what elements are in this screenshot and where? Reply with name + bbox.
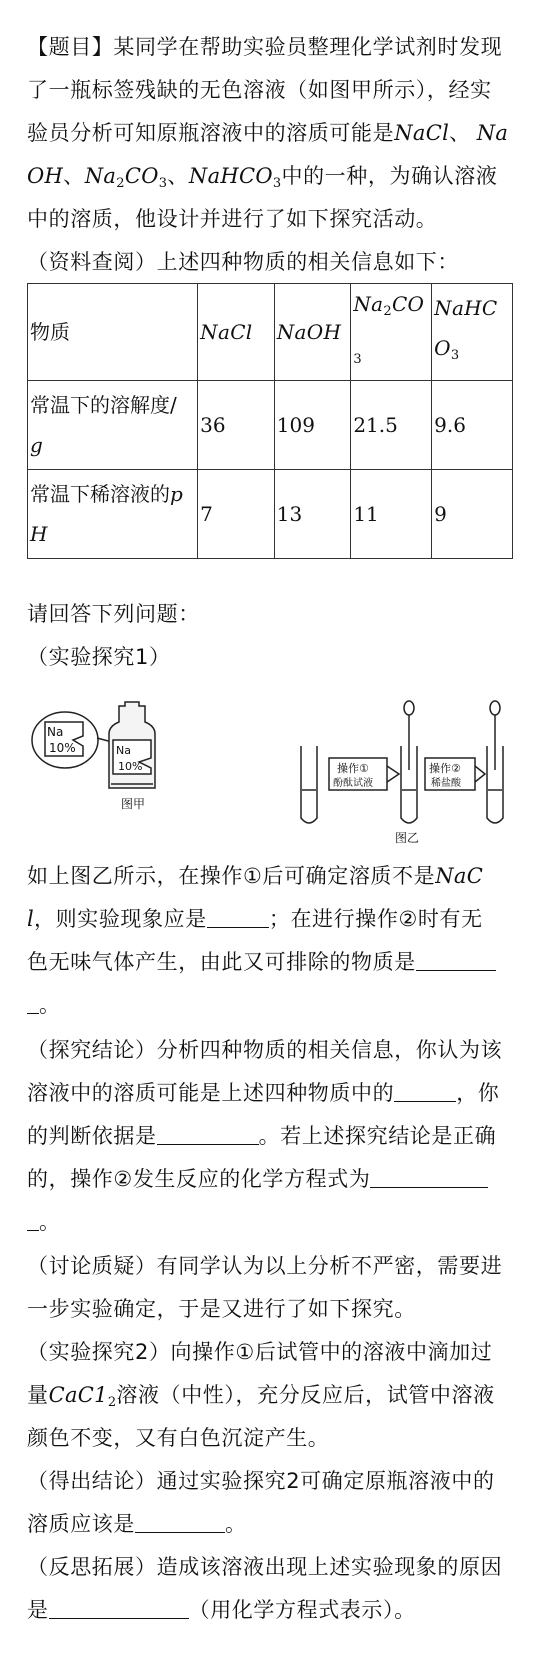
text-line [27,855,515,898]
text-line [27,112,515,155]
formula-nahco3 [188,164,282,191]
text: 一步实验确定，于是又进行了如下探究。 [27,1297,416,1321]
table-cell: 13 [274,470,351,559]
formula-cacl2 [48,1383,117,1410]
operation-label: 操作② [429,762,461,775]
formula-part: Na [353,292,384,316]
text: 验员分析可知原瓶溶液中的溶质可能是 [27,121,395,145]
text-line [27,26,515,69]
unit: p [170,482,184,506]
text: 、 [167,164,189,188]
text-line [27,1201,515,1244]
text: 中的溶质，他设计并进行了如下探究活动。 [27,207,438,231]
experiment2-question [27,1245,515,1632]
label-text: 10% [118,760,143,773]
arrow-head-icon [387,766,399,782]
text-line [27,636,515,679]
conclusion-question [27,1029,515,1244]
table-header-cell: NaCl [198,284,275,381]
arrow-head-icon [475,766,485,782]
text: 的，操作②发生反应的化学方程式为 [27,1167,371,1191]
figure-caption: 图甲 [121,797,146,811]
table-cell: 7 [198,470,275,559]
operation-label: 操作① [337,762,369,775]
text: 溶液（中性），充分反应后，试管中溶液 [116,1383,495,1407]
text: 。 [39,1210,61,1234]
formula-part: Na [84,164,117,188]
table-row [28,381,513,470]
formula-part: NaHCO [188,164,273,188]
formula-part: CaC1 [48,1383,108,1407]
dropper-bulb-icon [490,701,500,715]
answer-blank[interactable] [157,1120,259,1145]
text-line [27,593,515,636]
answer-blank[interactable] [49,1594,189,1619]
text-line [27,1288,515,1331]
answer-blank[interactable] [370,1163,488,1188]
label-text: 10% [49,741,76,755]
table-cell: 21.5 [351,381,432,470]
text: 常温下稀溶液的 [30,482,170,506]
text: （资料查阅）上述四种物质的相关信息如下： [27,250,459,274]
figure-caption: 图乙 [395,831,420,845]
text: 。 [39,993,61,1017]
text-line [27,1072,515,1115]
dropper-bulb-icon [404,701,414,715]
unit: g [30,433,44,457]
subscript: 3 [450,348,460,363]
subscript: 2 [107,1395,117,1410]
text: 、 [449,121,471,145]
text-line [27,1245,515,1288]
answer-blank[interactable] [394,1077,456,1102]
text: 量 [27,1383,49,1407]
text: 。若上述探究结论是正确 [258,1124,497,1148]
answer-blank[interactable] [27,1206,39,1231]
text: 是 [27,1598,49,1622]
figure-yi [301,701,503,823]
table-header-cell: 物质 [28,284,198,381]
text: ，你 [456,1081,500,1105]
subscript: 3 [158,176,168,191]
formula-part: CO [391,292,425,316]
table-header-cell [432,284,513,381]
subscript: 2 [116,176,125,191]
formula-nacl-part: NaC [435,864,484,888]
answer-blank[interactable] [135,1508,225,1533]
text-line [27,1503,515,1546]
table-cell: 9.6 [432,381,513,470]
question-intro [27,26,515,284]
test-tube-icon [301,746,317,823]
text-line [27,1417,515,1460]
table-cell: 11 [351,470,432,559]
subscript: 3 [272,176,282,191]
table-cell: 109 [274,381,351,470]
text: （实验探究2）向操作①后试管中的溶液中滴加过 [27,1340,493,1364]
text: （探究结论）分析四种物质的相关信息，你认为该 [27,1038,503,1062]
text-line [27,1546,515,1589]
formula-part: O [434,336,451,360]
text: 中的一种，为确认溶液 [281,164,498,188]
text: 常温下的溶解度/ [30,393,177,417]
table-header-row [28,284,513,381]
subscript: 3 [353,352,362,367]
text-line [27,155,515,198]
text: 了一瓶标签残缺的无色溶液（如图甲所示），经实 [27,78,492,102]
table-row-label [28,381,198,470]
text-line [27,1374,515,1417]
substance-info-table [27,283,513,559]
text: 请回答下列问题： [27,602,200,626]
text: 的判断依据是 [27,1124,157,1148]
text: ，则实验现象应是 [34,907,207,931]
reagent-label: 酚酞试液 [333,778,373,789]
questions-intro [27,593,515,679]
table-header-cell: NaOH [274,284,351,381]
text-line [27,898,515,941]
text: （讨论质疑）有同学认为以上分析不严密，需要进 [27,1254,503,1278]
text: 色无味气体产生，由此又可排除的物质是 [27,950,416,974]
text: 。 [225,1512,247,1536]
answer-blank[interactable] [207,903,269,928]
table-header-cell [351,284,432,381]
table-cell: 36 [198,381,275,470]
unit: H [30,522,48,546]
subscript: 2 [383,304,392,319]
answer-blank[interactable] [27,989,39,1014]
text-line [27,1589,515,1632]
text: （用化学方程式表示）。 [188,1598,416,1622]
reagent-label: 稀盐酸 [431,778,461,789]
formula-nacl: NaCl [394,121,450,145]
text: 【题目】某同学在帮助实验员整理化学试剂时发现 [27,35,503,59]
text: （实验探究1） [27,645,171,669]
label-text: Na [116,744,131,757]
text-line [27,198,515,241]
text: （反思拓展）造成该溶液出现上述实验现象的原因 [27,1555,503,1579]
text: （得出结论）通过实验探究2可确定原瓶溶液中的 [27,1469,495,1493]
formula-naoh-part: Na [476,121,509,145]
formula-part: CO [124,164,159,188]
figure-svg [27,700,513,845]
table-cell: 9 [432,470,513,559]
text-line [27,69,515,112]
text: ；在进行操作②时有无 [268,907,483,931]
text-line [27,1460,515,1503]
formula-part: NaHC [434,296,498,320]
text: 如上图乙所示，在操作①后可确定溶质不是 [27,864,436,888]
text-line [27,1331,515,1374]
text-line [27,1158,515,1201]
text: 溶质应该是 [27,1512,135,1536]
formula-naoh-part: OH [27,164,64,188]
text-line [27,941,515,984]
formula-na2co3 [84,164,168,191]
text-line [27,241,515,284]
formula-nacl-part: l [27,907,35,931]
table-row-label [28,470,198,559]
answer-blank[interactable] [416,946,496,971]
text-line [27,1029,515,1072]
experiment1-question [27,855,515,1027]
text: 颜色不变，又有白色沉淀产生。 [27,1426,330,1450]
table-row [28,470,513,559]
text-line [27,1115,515,1158]
experiment-figure [27,700,513,845]
text: 溶液中的溶质可能是上述四种物质中的 [27,1081,395,1105]
text-line [27,984,515,1027]
text: 、 [63,164,85,188]
label-text: Na [47,725,64,739]
